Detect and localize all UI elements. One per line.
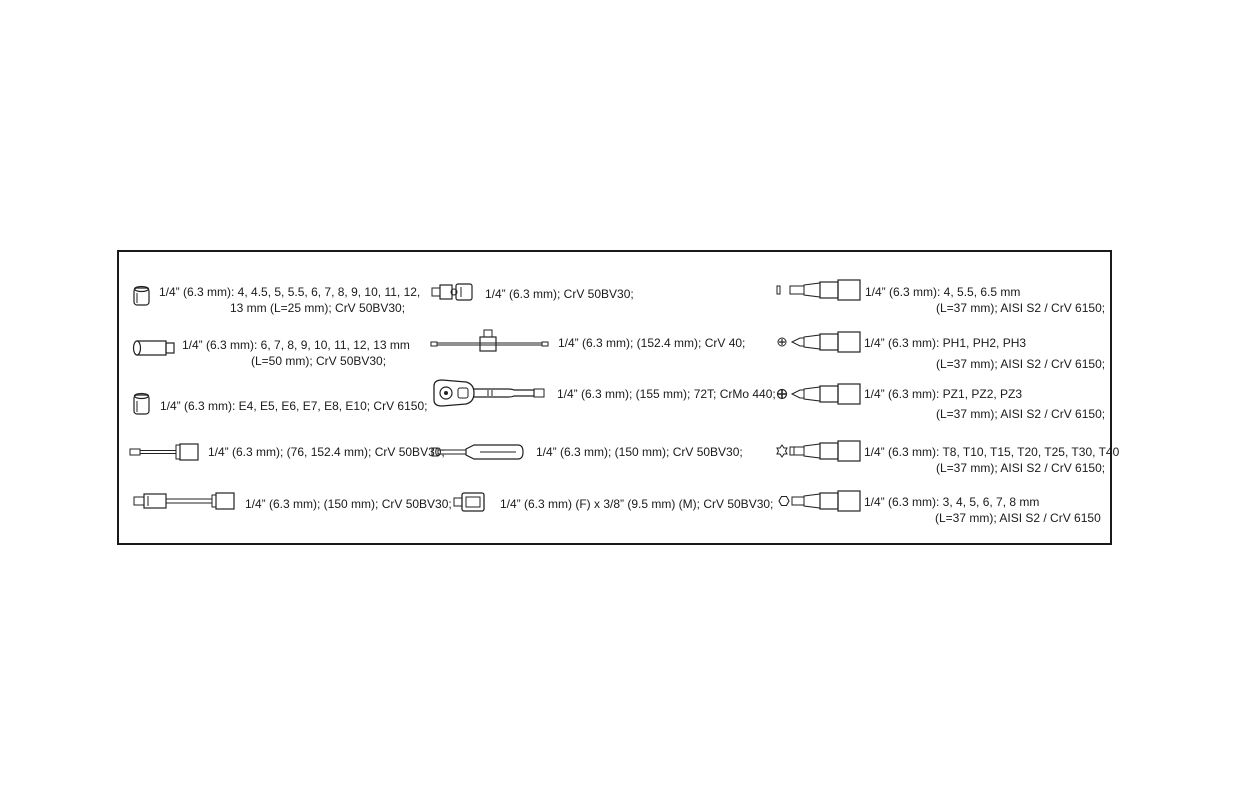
spinner-handle-icon — [430, 441, 526, 463]
deep-socket-icon — [132, 339, 176, 357]
adapter-line-1: 1/4” (6.3 mm) (F) x 3/8” (9.5 mm) (M); CrV 50BV30; — [500, 497, 774, 511]
pozi-bit-line-1: 1/4” (6.3 mm): PZ1, PZ2, PZ3 — [864, 387, 1023, 401]
deep-socket-line-2: (L=50 mm); CrV 50BV30; — [251, 354, 387, 368]
phillips-bit-icon — [774, 330, 864, 354]
sliding-t-bar-icon — [430, 327, 550, 353]
torx-bit-icon — [774, 439, 864, 463]
hex-bit-line-1: 1/4” (6.3 mm): 3, 4, 5, 6, 7, 8 mm — [864, 495, 1040, 509]
hex-bit-icon — [774, 489, 864, 513]
flexible-extension-line-1: 1/4” (6.3 mm); (150 mm); CrV 50BV30; — [245, 497, 452, 511]
extension-bar-line-1: 1/4” (6.3 mm); (76, 152.4 mm); CrV 50BV30; — [208, 445, 445, 459]
t-handle-line-1: 1/4” (6.3 mm); (152.4 mm); CrV 40; — [558, 336, 746, 350]
torx-socket-line-1: 1/4” (6.3 mm): E4, E5, E6, E7, E8, E10; CrV 6150; — [160, 399, 428, 413]
short-socket-line-2: 13 mm (L=25 mm); CrV 50BV30; — [230, 301, 406, 315]
short-socket-icon — [132, 285, 152, 307]
e-torx-socket-icon — [132, 392, 152, 416]
phillips-bit-line-1: 1/4” (6.3 mm): PH1, PH2, PH3 — [864, 336, 1027, 350]
pozi-bit-line-2: (L=37 mm); AISI S2 / CrV 6150; — [936, 407, 1106, 421]
deep-socket-line-1: 1/4” (6.3 mm): 6, 7, 8, 9, 10, 11, 12, 13 mm — [182, 338, 410, 352]
torx-bit-line-1: 1/4” (6.3 mm): T8, T10, T15, T20, T25, T30, T40 — [864, 445, 1120, 459]
adapter-icon — [452, 491, 488, 513]
flat-bit-line-1: 1/4” (6.3 mm): 4, 5.5, 6.5 mm — [865, 285, 1021, 299]
pozidriv-bit-icon — [774, 382, 864, 406]
flexible-extension-icon — [132, 490, 238, 512]
extension-bar-icon — [128, 442, 202, 462]
ratchet-line-1: 1/4” (6.3 mm); (155 mm); 72T; CrMo 440; — [557, 387, 776, 401]
universal-joint-icon — [430, 282, 476, 302]
universal-joint-line-1: 1/4” (6.3 mm); CrV 50BV30; — [485, 287, 634, 301]
torx-bit-line-2: (L=37 mm); AISI S2 / CrV 6150; — [936, 461, 1106, 475]
slotted-bit-icon — [774, 278, 864, 302]
hex-bit-line-2: (L=37 mm); AISI S2 / CrV 6150 — [935, 511, 1101, 525]
flat-bit-line-2: (L=37 mm); AISI S2 / CrV 6150; — [936, 301, 1106, 315]
spinner-handle-line-1: 1/4” (6.3 mm); (150 mm); CrV 50BV30; — [536, 445, 743, 459]
short-socket-line-1: 1/4” (6.3 mm): 4, 4.5, 5, 5.5, 6, 7, 8, 9, 10, 11, 12, — [159, 285, 421, 299]
phillips-bit-line-2: (L=37 mm); AISI S2 / CrV 6150; — [936, 357, 1106, 371]
ratchet-handle-icon — [430, 378, 548, 408]
